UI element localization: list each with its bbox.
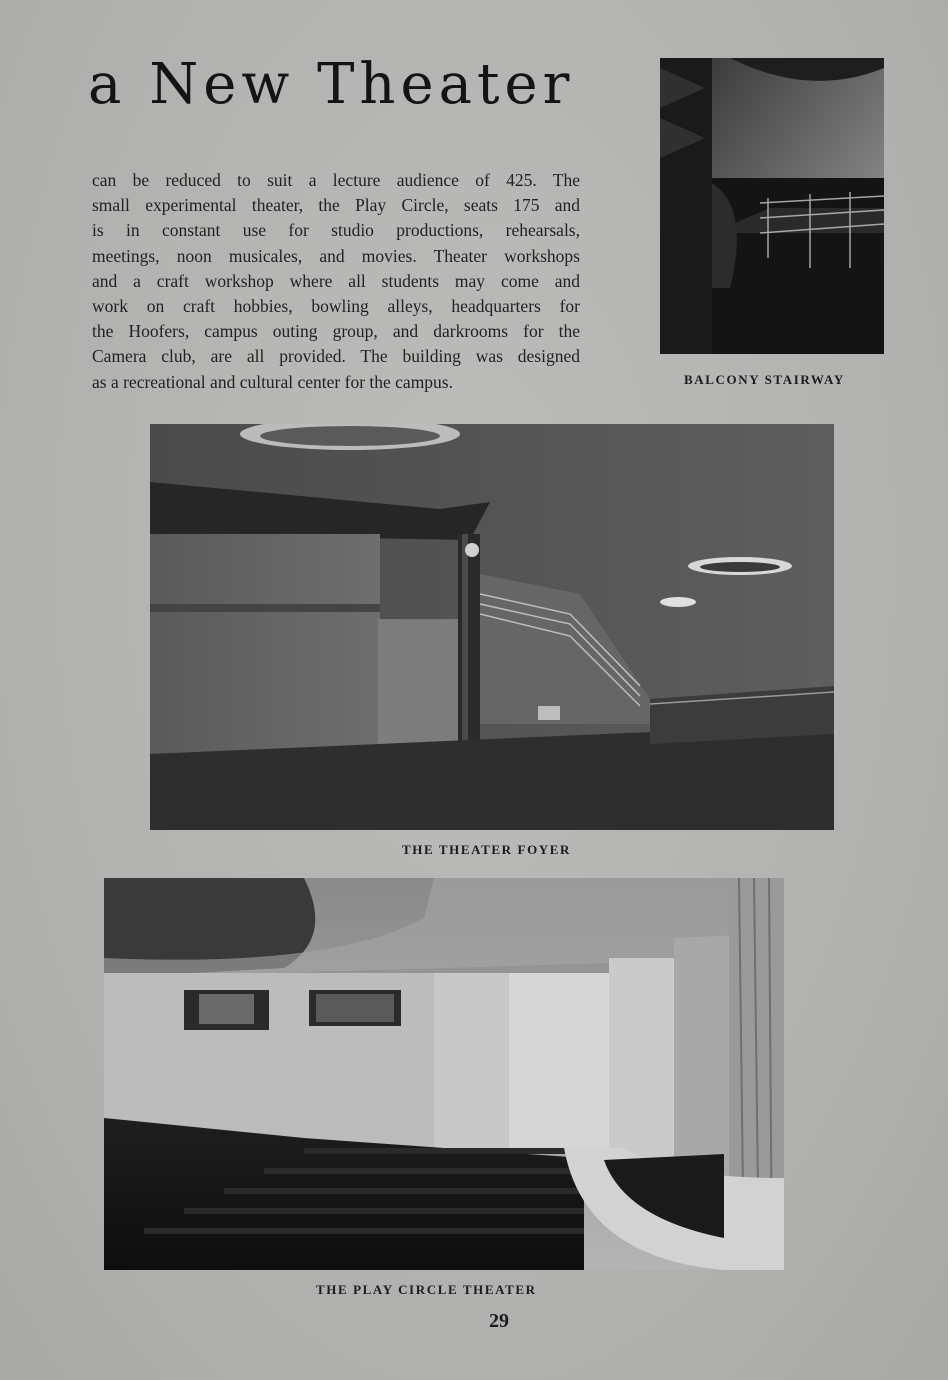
- theater-foyer-photo: [150, 424, 834, 830]
- article-line: work on craft hobbies, bowling alleys, headquarters for: [92, 296, 580, 317]
- article-line: meetings, noon musicales, and movies. Theater workshops: [92, 245, 580, 266]
- article-body: [92, 168, 580, 395]
- play-circle-theater-caption: THE PLAY CIRCLE THEATER: [316, 1282, 537, 1297]
- article-line: as a recreational and cultural center for the campus.: [92, 371, 453, 392]
- article-line: can be reduced to suit a lecture audience of 425. The: [92, 170, 580, 190]
- page-number: 29: [489, 1310, 509, 1332]
- play-circle-theater-photo: [104, 878, 784, 1270]
- article-line: the Hoofers, campus outing group, and darkrooms for the: [92, 321, 580, 342]
- balcony-stairway-caption: BALCONY STAIRWAY: [684, 372, 845, 387]
- article-line: Camera club, are all provided. The building was designed: [92, 346, 580, 367]
- balcony-stairway-photo: [660, 58, 884, 354]
- page-title: a New Theater: [88, 52, 575, 117]
- article-line: is in constant use for studio productions, rehearsals,: [92, 220, 580, 241]
- theater-foyer-caption: THE THEATER FOYER: [402, 842, 572, 857]
- article-line: small experimental theater, the Play Circle, seats 175 and: [92, 195, 580, 216]
- article-line: and a craft workshop where all students may come and: [92, 270, 580, 291]
